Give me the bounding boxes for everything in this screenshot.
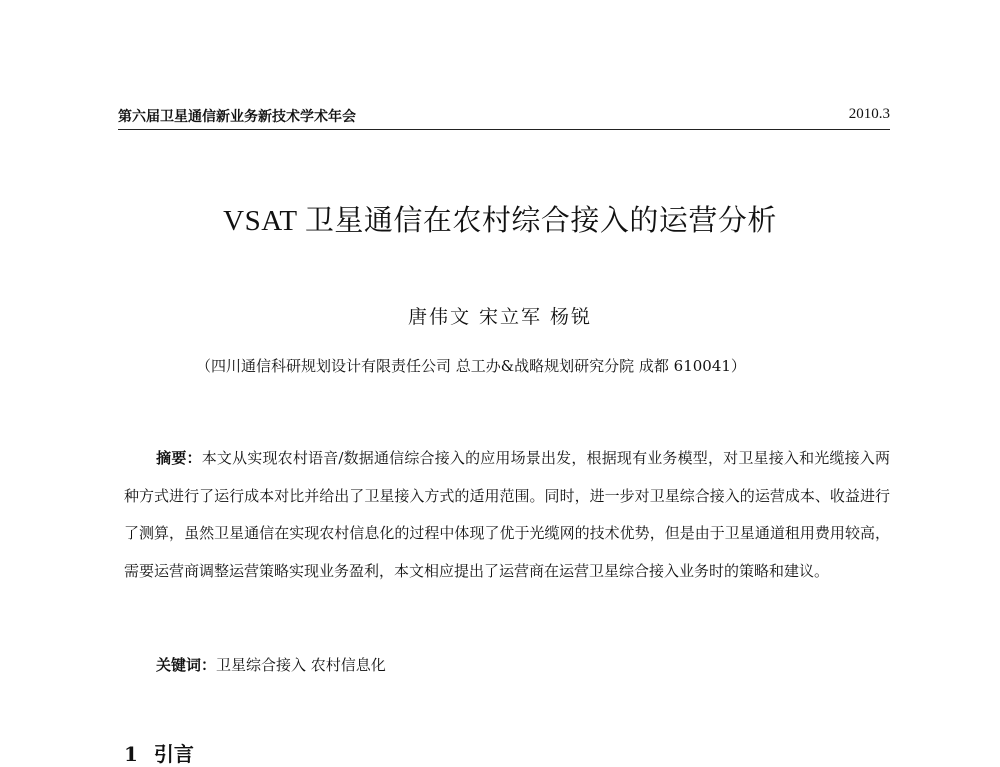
abstract-text: 本文从实现农村语音/数据通信综合接入的应用场景出发，根据现有业务模型，对卫星接入和光缆接入两种方式进行了运行成本对比并给出了卫星接入方式的适用范围。同时，进一步对卫星综合接入的运营成本、收益进行了测算，虽然卫星通信在实现农村信息化的过程中体现了优于光缆网的技术优势，但是由于卫星通道租用费用较高，需要运营商调整运营策略实现业务盈利，本文相应提出了运营商在运营卫星综合接入业务时的策略和建议。 (124, 449, 890, 580)
running-header (118, 104, 890, 128)
section-number: 1 (124, 742, 138, 766)
abstract-label: 摘要： (156, 449, 202, 467)
header-rule (118, 129, 890, 130)
author-affiliation: （四川通信科研规划设计有限责任公司 总工办&战略规划研究分院 成都 610041） (196, 357, 746, 375)
keywords-line (156, 654, 386, 675)
conference-name: 第六届卫星通信新业务新技术学术年会 (118, 109, 356, 125)
paper-authors: 唐伟文 宋立军 杨锐 (407, 306, 593, 328)
keywords-text: 卫星综合接入 农村信息化 (216, 656, 386, 674)
abstract-paragraph (124, 440, 890, 590)
keywords-label: 关键词： (156, 656, 217, 674)
section-title: 引言 (153, 742, 194, 766)
section-heading (124, 738, 194, 767)
paper-title: VSAT 卫星通信在农村综合接入的运营分析 (223, 205, 777, 237)
publication-date: 2010.3 (848, 106, 890, 122)
